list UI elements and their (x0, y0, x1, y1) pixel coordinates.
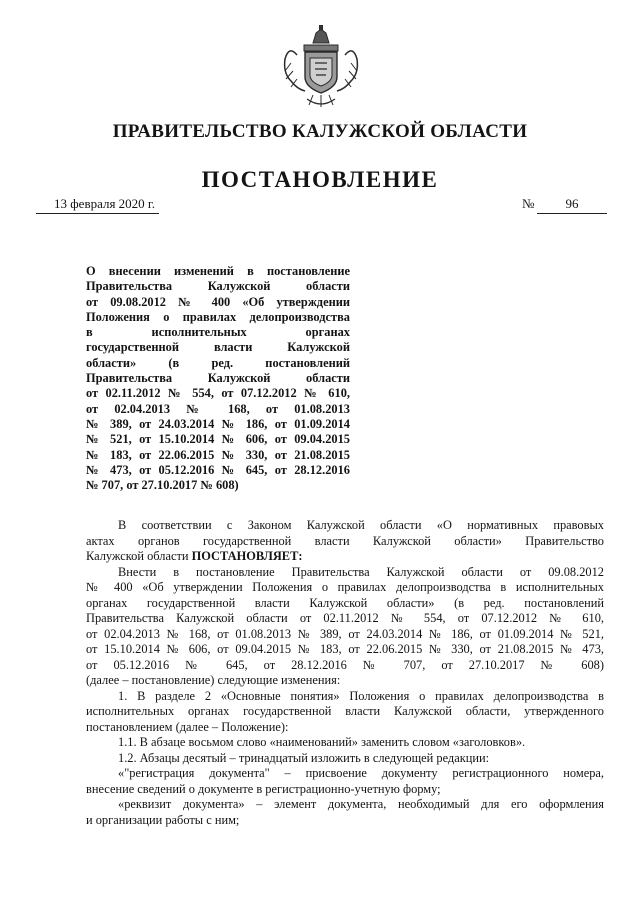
subject-line: в исполнительных органах (86, 325, 350, 340)
body-line: актах органов государственной власти Калужской области» Правительство (86, 533, 604, 548)
body-line: исполнительных органах государственной власти Калужской области, утвержденного (86, 704, 604, 718)
body-line: В соответствии с Законом Калужской области «О нормативных правовых (118, 518, 604, 532)
subject-line: от 02.04.2013 № 168, от 01.08.2013 (86, 401, 350, 416)
body-line: Правительства Калужской области от 02.11.2012 № 554, от 07.12.2012 № 610, (86, 611, 604, 625)
kaluga-coat-of-arms-icon (283, 25, 359, 109)
subject-line: № 473, от 05.12.2016 № 645, от 28.12.2016 (86, 462, 350, 477)
subject-line: Правительства Калужской области (86, 279, 350, 294)
subject-line: области» (в ред. постановлений (86, 355, 350, 370)
government-title: ПРАВИТЕЛЬСТВО КАЛУЖСКОЙ ОБЛАСТИ (112, 121, 528, 142)
subject-line: № 707, от 27.10.2017 № 608) (86, 478, 239, 493)
body-line: № 400 «Об утверждении Положения о правилах делопроизводства в исполнительных (86, 580, 604, 594)
body-line: 1. В разделе 2 «Основные понятия» Положения о правилах делопроизводства в (118, 688, 604, 703)
body-line: (далее – постановление) следующие изменения: (86, 673, 341, 687)
body-line: и организации работы с ним; (86, 812, 240, 827)
body-line: 1.2. Абзацы десятый – тринадцатый изложить в следующей редакции: (118, 750, 490, 765)
subject-line: Правительства Калужской области (86, 371, 350, 386)
body-line: «"регистрация документа" – присвоение документу регистрационного номера, (118, 766, 604, 780)
body-line: 1.1. В абзаце восьмом слово «наименований» заменить словом «заголовков». (118, 735, 526, 749)
number-label: № (522, 196, 535, 211)
body-line: «реквизит документа» – элемент документа, необходимый для его оформления (118, 797, 604, 811)
subject-line: от 09.08.2012 № 400 «Об утверждении (86, 294, 350, 309)
document-number: 96 (537, 196, 607, 214)
subject-line: О внесении изменений в постановление (86, 264, 350, 278)
subject-line: государственной власти Калужской (86, 340, 350, 355)
body-line (86, 549, 604, 565)
subject-line: Положения о правилах делопроизводства (86, 309, 350, 324)
subject-line: № 183, от 22.06.2015 № 330, от 21.08.2015 (86, 447, 350, 462)
subject-line: от 02.11.2012 № 554, от 07.12.2012 № 610, (86, 386, 350, 401)
body-line: от 15.10.2014 № 606, от 09.04.2015 № 183, от 22.06.2015 № 330, от 21.08.2015 № 473, (86, 642, 604, 656)
document-type-title: ПОСТАНОВЛЕНИЕ (201, 167, 439, 192)
document-subject (86, 264, 350, 493)
body-line: от 02.04.2013 № 168, от 01.08.2013 № 389, от 24.03.2014 № 186, от 01.09.2014 № 521, (86, 626, 604, 641)
document-body (86, 518, 604, 828)
subject-line: № 521, от 15.10.2014 № 606, от 09.04.2015 (86, 432, 350, 447)
body-line: от 05.12.2016 № 645, от 28.12.2016 № 707, от 27.10.2017 № 608) (86, 657, 604, 672)
body-line: органах государственной власти Калужской области» (в ред. постановлений (86, 595, 604, 610)
subject-line: № 389, от 24.03.2014 № 186, от 01.09.2014 (86, 416, 350, 431)
document-date: 13 февраля 2020 г. (36, 196, 159, 214)
body-line: внесение сведений о документе в регистрационно-учетную форму; (86, 781, 441, 796)
body-text: Калужской области (86, 549, 192, 563)
body-line: постановлением (далее – Положение): (86, 719, 289, 734)
resolves-keyword: ПОСТАНОВЛЯЕТ: (191, 549, 303, 563)
body-line: Внести в постановление Правительства Калужской области от 09.08.2012 (118, 564, 604, 579)
